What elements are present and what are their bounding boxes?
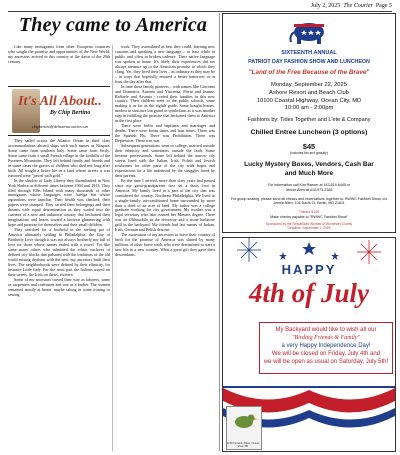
column-name: It's All About.. xyxy=(18,94,102,109)
ad-info-2: Jennie Allen at 410-973-2385 xyxy=(285,188,333,192)
article-column-2 xyxy=(115,45,215,451)
ad-theme: "Land of the Free Because of the Brave" xyxy=(248,69,370,76)
ad-venue: Ashore Resort and Beach Club xyxy=(269,90,349,96)
paragraph: The motivation of my ancestors to leave their country of birth for the promise of America was shared by many millions of other brave souls who were determined to start a new life in a new country. What a great gift they gave their descendants. xyxy=(115,232,215,258)
paragraph: work. They assimilated as best they could, learning new customs and speaking a new language – at least while in public and often in broken cadence. Their native language was spoken at home. It's likely their experiences did not always measure up to the American promise to which they clung. Yet, they lived their lives – as ordinary as they may be – in ways that hopefully ensured a better tomorrow or at least the day after that. xyxy=(115,45,215,84)
intro-paragraph: Like many immigrants from other European countries who sought the promise and opportunities of the New World, my ancestors arrived in this country at the dawn of the 20th century. xyxy=(8,45,110,64)
store-address: 4259 Fenwick Place, Ocean View, DE xyxy=(226,442,260,448)
ad-group: For group seating, please send all checks and reservations together to: RWWC Fashion Show, c/o Jennie Allen, 104 Davis Ct, Berlin, MD 21811 xyxy=(230,197,388,205)
happy-heading: HAPPY xyxy=(281,262,337,277)
byline-rule-bottom xyxy=(8,135,110,136)
bird-logo-icon xyxy=(227,407,261,437)
ad-annual: SIXTEENTH ANNUAL xyxy=(281,50,337,56)
header-paper: The Courier xyxy=(343,3,373,9)
byline-box xyxy=(8,86,110,136)
paragraph: There were births and baptisms and marriages and deaths. There were boom times and bust times. There was the Spanish Flu. There was Prohibition. There was Depression. There was war. xyxy=(115,123,215,144)
ad-date: Monday, September 22, 2025 xyxy=(271,82,347,88)
author-email[interactable]: chipbertino@delmarvacourier.com xyxy=(32,124,89,129)
paragraph: Some of my ancestors carved their way as laborers, some as carpenters and craftsmen and one as a barber. The women remained mostly at home, maybe taking in some ironing or sewing xyxy=(8,276,110,297)
paragraph: They sailed across the Atlantic Ocean in third class accommodations aboard ships with such names as Niagara. Some came from southern Italy. Some came from Sicily. Some came from a small French village in the foothills of the Pyrenees Mountains. They left behind family and friends and in some cases the graves of children who died not long after birth. All sought a better life in a land whose streets it was rumored were "paved with gold." xyxy=(8,139,110,178)
paragraph: By the time I arrived, more than sixty years had passed since my great-grandparents first set a dusty foot in America. My family lived in a part of the city that was considered the country, Northeast Philadelphia. We lived in a single-family, air-conditioned home surrounded by more than a third of an acre of land. My father was a college graduate working for city government. My mother was a legal secretary who later earned her Masters degree. There was an Oldsmobile in the driveway and a stone barbecue grill in the backyard. My friends had last names of Italian, Irish, German and Polish descent. xyxy=(115,177,215,233)
paragraph: In the shadow of Lady Liberty they disembarked in New York Harbor at different times between 1904 and 1913. They filed through Ellis Island with many thousands of other immigrants whose languages were foreign but whose aspirations were familiar. Their health was checked; their papers were stamped. They carried their belongings and their dreams with equal determination as they waded into the currents of a new and unknown country that beckoned their imaginations and hearts toward a horizon glimmering with hope and promise for themselves and their small children. xyxy=(8,177,110,228)
msg-line-2: "Birding Friends & Family" xyxy=(292,335,360,341)
ad-fashions: Fashions by: Tides Together and L'ete & Company xyxy=(247,117,371,123)
ad-address: 10100 Coastal Highway, Ocean City, MD xyxy=(256,98,362,104)
fourth-of-july-heading: 4th of July xyxy=(248,278,369,308)
ad-event-title: PATRIOT DAY FASHION SHOW AND LUNCHEON xyxy=(248,59,370,65)
article-column-1 xyxy=(8,139,110,451)
ad-checks: Make checks payable to "RWWC Fashion Show" xyxy=(270,215,348,219)
text-column-divider xyxy=(112,45,113,451)
republican-elephant-logo xyxy=(287,19,331,45)
ad-tickets: Tickets $145 xyxy=(298,210,320,214)
ad-info: For information call Kim Ranner at 443-614-6445 or xyxy=(267,183,351,187)
byline: By Chip Bertino xyxy=(50,110,91,116)
header-rule xyxy=(8,11,392,12)
ad-deadline: Deadline: September 1, 2025 xyxy=(287,226,331,230)
msg-line-1: My Backyard would like to wish all our xyxy=(275,327,377,333)
header-date: July 2, 2025 xyxy=(310,3,341,9)
ad-raffle: Lucky Mystery Boxes, Vendors, Cash Bar xyxy=(244,161,374,168)
paragraph: They searched for a foothold in the melting pot of America ultimately settling in Philadelphia, the City of Brotherly Love though it was not always brotherly nor full of love for those whose names ended with a vowel. Yet like some many others who inhabited the ethnic enclaves of defined city blocks that pulsated with the traditions of the old world mixing rhythms with the new, my ancestors built their lives. The neighborhoods were defined by their ethnicity, for instance Little Italy. For the most part the Italians stayed on their streets, the Irish on theirs, etcetera. xyxy=(8,227,110,277)
msg-line-3: a very Happy Independence Day! xyxy=(281,343,371,349)
store-message-box xyxy=(259,322,393,374)
ad-time: 10:00 am - 2:00pm xyxy=(284,105,334,111)
ad-price: $45 xyxy=(302,142,316,151)
msg-line-4: We will be closed on Friday, July 4th and xyxy=(271,351,381,357)
ad-sponsor: Sponsored by the Republican Women of Worcester County xyxy=(265,222,353,226)
ad-raffle-2: and Much More xyxy=(284,170,334,177)
fashion-show-ad xyxy=(222,13,396,233)
fourth-of-july-ad xyxy=(222,237,396,452)
paragraph: In time these family pioneers – with names like Giacomo and Dominica, Antonio and Vincenza, Pierre and Jeanne, Raffaele and Assunta - rooted their families in this new country. Their children went to the public schools, some making it as far as the eighth grade. Some bought homes, modest in structure but grand in symbolism as it was another step in fulfilling the promise that beckoned them to America in the first place. xyxy=(115,83,215,124)
article-intro xyxy=(8,45,110,83)
column-divider xyxy=(219,13,220,451)
byline-rule-top xyxy=(8,86,110,87)
msg-line-5: we will be open as usual on Saturday, July 5th! xyxy=(263,359,389,365)
header-page: Page 5 xyxy=(375,3,392,9)
paragraph: Subsequent generations went to college, married outside their ethnicity and sometimes outside the faith. Some became professionals. Some left behind the narrow city streets lined with the Italian, Irish, Polish and Jewish rowhomes for other parts of the city with hopes and expectations for a life unfettered by the struggles faced by their parents. xyxy=(115,143,215,178)
page-header xyxy=(311,3,392,9)
article-title: They came to America xyxy=(18,14,208,36)
ad-entree: Chilled Entree Luncheon (3 options) xyxy=(250,129,368,136)
ad-price-note: (includes tax and gratuity) xyxy=(290,151,328,155)
